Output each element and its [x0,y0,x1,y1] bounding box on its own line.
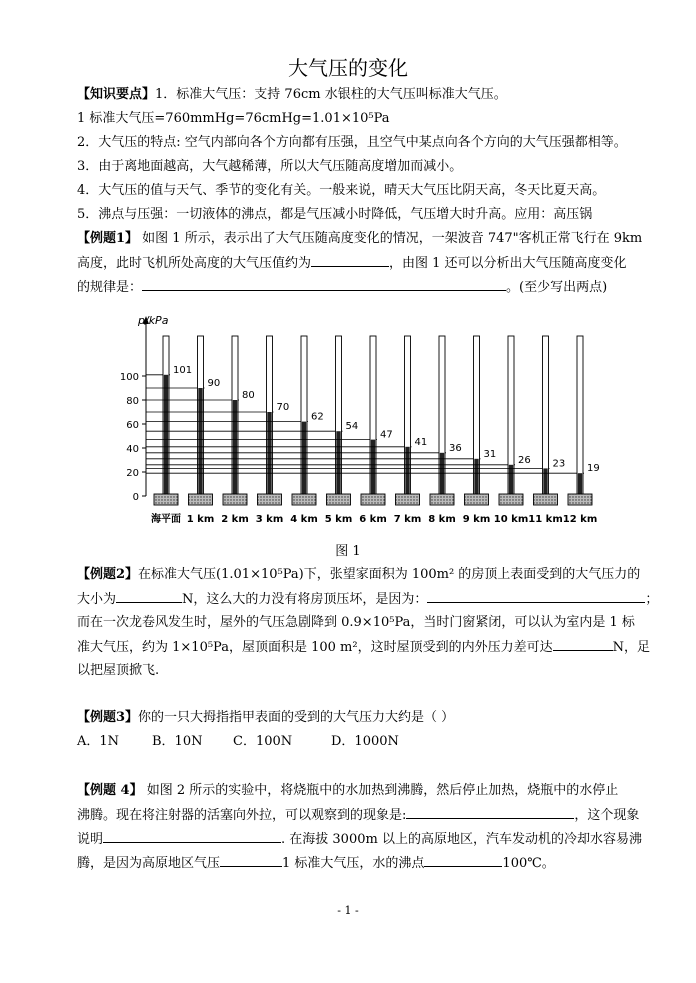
category-label: 8 km [428,514,456,525]
mercury-column [164,375,168,502]
mercury-dish [189,494,213,505]
page-number: - 1 - [337,904,359,917]
option-c[interactable]: C．100N [233,734,293,749]
mercury-dish [499,494,523,505]
answer-blank-reason[interactable] [427,590,645,603]
y-tick-label: 20 [126,468,139,479]
category-label: 12 km [562,514,598,525]
knowledge-line-2: 2．大气压的特点: 空气内部向各个方向都有压强，且空气中某点向各个方向的大气压强都相等。 [77,135,627,150]
mercury-column [198,388,202,502]
value-label: 47 [380,429,393,441]
category-label: 3 km [255,514,284,525]
answer-blank-pressure-compare[interactable] [220,854,282,867]
mercury-dish [327,494,351,505]
example4-line-1: 【例题 4】 如图 2 所示的实验中，将烧瓶中的水加热到沸腾，然后停止加热，烧瓶中的水停止 [77,783,619,798]
mercury-dish [396,494,420,505]
example3-options [77,733,399,751]
example3-label: 【例题3】 [77,710,139,725]
category-label: 6 km [359,514,387,525]
example3-line-1: 【例题3】你的一只大拇指指甲表面的受到的大气压力大约是（ ） [77,710,455,725]
category-label: 1 km [186,514,215,525]
value-label: 54 [345,421,359,433]
y-tick-label: 40 [126,444,139,455]
example1-line-3: 的规律是： 。(至少写出两点) [77,280,608,295]
mercury-dish [534,494,558,505]
mercury-dish [361,494,385,505]
category-label: 9 km [462,514,491,525]
mercury-dish [568,494,592,505]
example4-line-2: 沸腾。现在将注射器的活塞向外拉，可以观察到的现象是: ，这个现象 [77,808,640,823]
answer-blank-pressure[interactable] [311,254,389,267]
value-label: 23 [552,458,566,470]
answer-blank-explanation[interactable] [103,830,281,843]
y-tick-label: 60 [126,420,139,431]
category-label: 11 km [528,514,563,525]
category-label: 5 km [324,514,353,525]
y-axis-label: p/kPa [138,314,169,327]
knowledge-line-1: 【知识要点】1．标准大气压：支持 76cm 水银柱的大气压叫标准大气压。 [77,87,507,102]
answer-blank-rule[interactable] [142,278,506,291]
category-label: 2 km [221,514,249,525]
knowledge-label: 【知识要点】 [77,87,156,102]
knowledge-line-1b: 1 标准大气压=760mmHg=76cmHg=1.01×10⁵Pa [77,111,390,126]
answer-blank-phenomenon[interactable] [406,806,574,819]
value-label: 101 [173,364,193,376]
value-label: 26 [518,454,531,466]
value-label: 36 [449,442,462,454]
answer-blank-force-difference[interactable] [553,638,613,651]
option-a[interactable]: A．1N [77,734,120,749]
answer-blank-boiling-compare[interactable] [424,854,502,867]
y-tick-label: 0 [132,492,139,503]
example2-line-3: 而在一次龙卷风发生时，屋外的气压急剧降到 0.9×10⁵Pa，当时门窗紧闭，可以认为室内是 1 标 [77,615,635,630]
y-tick-label: 80 [126,396,139,407]
answer-blank-force[interactable] [116,590,182,603]
example2-label: 【例题2】 [77,567,139,582]
mercury-column [302,422,306,502]
value-label: 41 [414,436,428,448]
category-label: 4 km [290,514,318,525]
option-b[interactable]: B．10N [152,734,203,749]
value-label: 80 [242,390,255,401]
example4-line-3: 说明 . 在海拔 3000m 以上的高原地区，汽车发动机的冷却水容易沸 [77,832,642,847]
value-label: 19 [587,463,600,475]
mercury-dish [154,494,178,505]
mercury-dish [258,494,282,505]
knowledge-line-5: 5．沸点与压强：一切液体的沸点，都是气压减小时降低，气压增大时升高。应用：高压锅 [77,207,593,222]
knowledge-line-3: 3．由于离地面越高，大气越稀薄，所以大气压随高度增加而减小。 [77,159,463,174]
category-label: 10 km [493,514,529,525]
option-d[interactable]: D．1000N [331,734,399,749]
mercury-dish [465,494,489,505]
mercury-dish [430,494,454,505]
mercury-column [336,431,340,502]
example1-line-1: 【例题1】 如图 1 所示，表示出了大气压随高度变化的情况，一架波音 747"客机正常飞行在 9km [77,231,643,246]
example1-label: 【例题1】 [77,231,139,246]
page-title: 大气压的变化 [288,56,408,80]
example2-line-1: 【例题2】在标准大气压(1.01×10⁵Pa)下，张望家面积为 100m² 的房顶上表面受到的大气压力的 [77,567,641,582]
value-label: 90 [207,378,221,389]
figure-1-caption: 图 1 [335,544,361,559]
y-tick-label: 100 [119,372,139,383]
mercury-column [267,412,271,502]
example2-line-2: 大小为 N，这么大的力没有将房顶压坏，是因为： ； [77,592,659,607]
example2-line-4: 准大气压，约为 1×10⁵Pa，屋顶面积是 100 m²，这时屋顶受到的内外压力差可达 N，足 [77,640,650,655]
example4-label: 【例题 4】 [77,783,143,798]
mercury-dish [292,494,316,505]
mercury-dish [223,494,247,505]
example4-line-4: 腾，是因为高原地区气压 1 标准大气压，水的沸点 100℃。 [77,856,555,871]
value-label: 70 [276,402,290,413]
mercury-column [371,440,375,502]
category-label: 海平面 [151,514,181,525]
category-label: 7 km [393,514,422,525]
example2-line-5: 以把屋顶掀飞. [77,663,160,678]
mercury-column [233,400,237,502]
value-label: 62 [311,411,324,423]
value-label: 31 [483,448,497,460]
figure-1-chart [110,310,606,532]
knowledge-line-4: 4．大气压的值与天气、季节的变化有关。一般来说，晴天大气压比阴天高，冬天比夏天高。 [77,183,606,198]
example1-line-2: 高度，此时飞机所处高度的大气压值约为 ，由图 1 还可以分析出大气压随高度变化 [77,256,627,271]
